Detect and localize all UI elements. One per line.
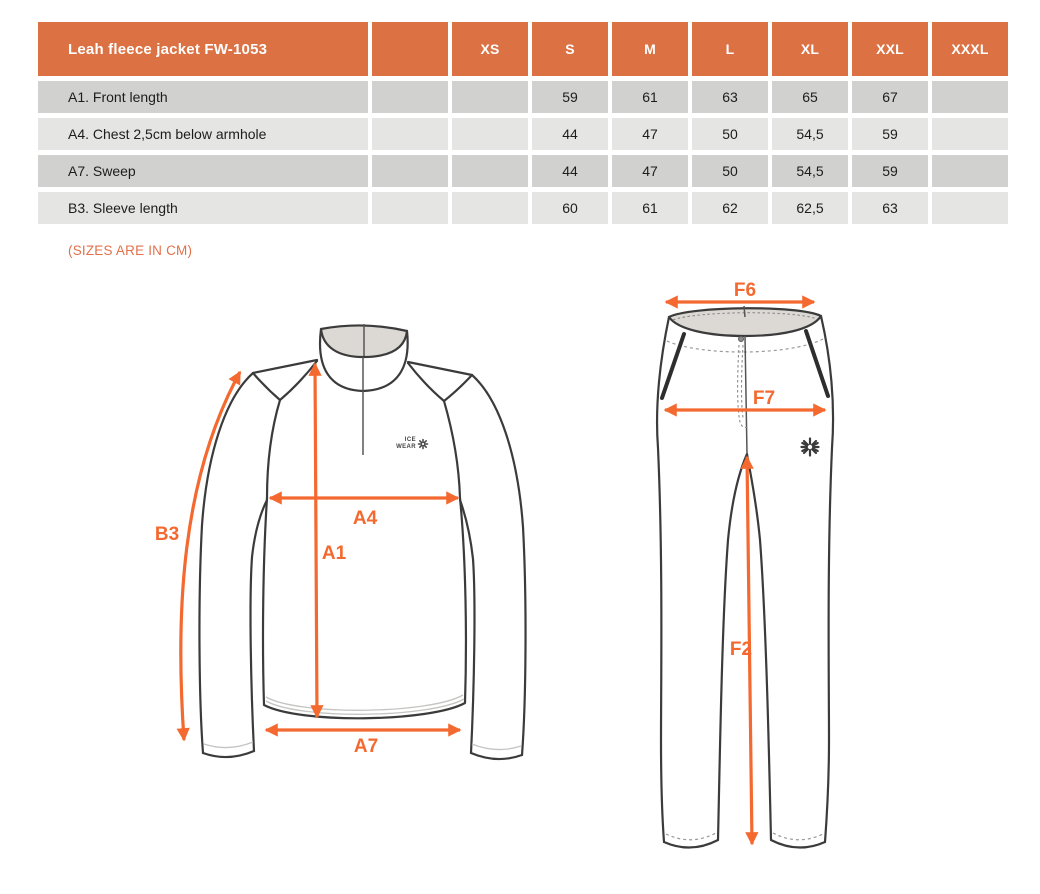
icewear-logo (396, 437, 427, 450)
value-cell: 54,5 (772, 155, 848, 187)
value-cell: 60 (532, 192, 608, 224)
row-label-front-length: A1. Front length (38, 81, 368, 113)
column-header-xxl: XXL (852, 22, 928, 76)
label-f2: F2 (729, 639, 753, 660)
value-cell: 61 (612, 81, 688, 113)
pants-drawing (657, 280, 833, 848)
jacket-body (263, 498, 466, 718)
column-header-l: L (692, 22, 768, 76)
pants-button (738, 336, 743, 341)
label-a1: A1 (321, 543, 347, 564)
value-cell: 63 (852, 192, 928, 224)
value-cell: 61 (612, 192, 688, 224)
value-cell: 54,5 (772, 118, 848, 150)
value-cell: 67 (852, 81, 928, 113)
value-cell: 59 (852, 118, 928, 150)
value-cell: 47 (612, 155, 688, 187)
column-header-xxxl: XXXL (932, 22, 1008, 76)
value-cell: 44 (532, 118, 608, 150)
label-a7: A7 (353, 736, 379, 757)
value-cell: 62 (692, 192, 768, 224)
value-cell: 65 (772, 81, 848, 113)
value-cell: 50 (692, 118, 768, 150)
value-cell: 47 (612, 118, 688, 150)
pants-center-seam (745, 336, 747, 454)
pants-right-pocket (806, 331, 828, 396)
logo-snowflake-icon (419, 440, 428, 449)
column-header-m: M (612, 22, 688, 76)
value-cell: 62,5 (772, 192, 848, 224)
row-label-sleeve-length: B3. Sleeve length (38, 192, 368, 224)
pants-snowflake-icon (802, 439, 819, 456)
label-f7: F7 (752, 388, 776, 409)
label-a4: A4 (352, 508, 378, 529)
sizes-in-cm-note: (SIZES ARE IN CM) (68, 243, 193, 258)
table-title: Leah fleece jacket FW-1053 (38, 22, 368, 76)
column-header-xl: XL (772, 22, 848, 76)
value-cell: 44 (532, 155, 608, 187)
arrow-b3 (181, 372, 240, 740)
jacket-left-sleeve (199, 373, 253, 753)
row-label-sweep: A7. Sweep (38, 155, 368, 187)
svg-text:ICE: ICE (404, 437, 416, 443)
value-cell: 63 (692, 81, 768, 113)
row-label-chest: A4. Chest 2,5cm below armhole (38, 118, 368, 150)
value-cell: 50 (692, 155, 768, 187)
column-header-xs: XS (452, 22, 528, 76)
label-b3: B3 (154, 524, 180, 545)
label-f6: F6 (733, 280, 757, 301)
column-header-s: S (532, 22, 608, 76)
svg-text:WEAR: WEAR (396, 444, 416, 450)
arrow-a1 (315, 364, 317, 717)
value-cell: 59 (532, 81, 608, 113)
value-cell: 59 (852, 155, 928, 187)
jacket-drawing (155, 324, 526, 759)
jacket-right-sleeve (472, 375, 526, 755)
